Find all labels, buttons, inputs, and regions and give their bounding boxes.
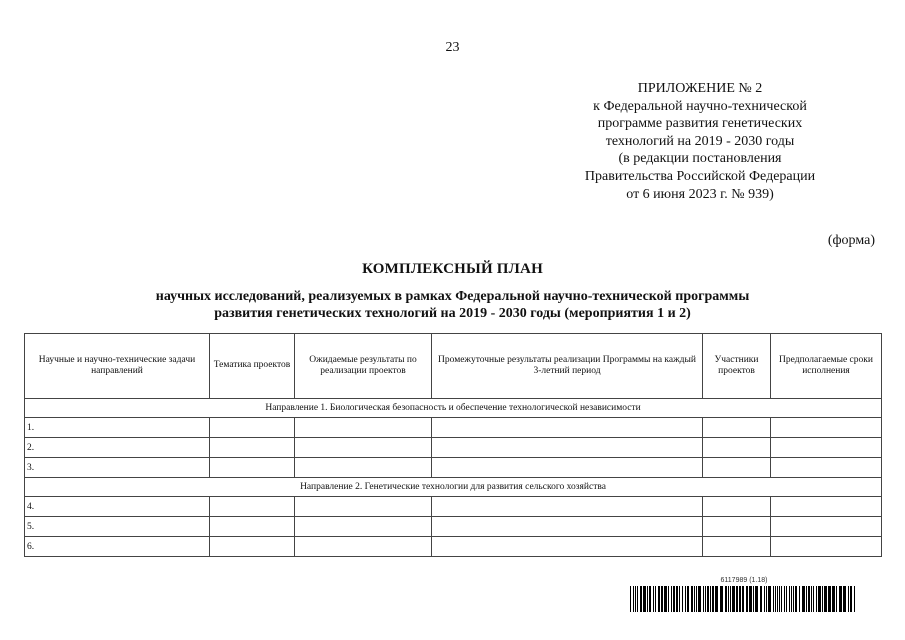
row-number: 1. xyxy=(25,418,210,438)
row-number: 5. xyxy=(25,517,210,537)
row-number: 3. xyxy=(25,458,210,478)
appendix-line: (в редакции постановления xyxy=(618,151,782,167)
table-row xyxy=(25,458,882,478)
table-cell xyxy=(210,517,295,537)
column-header-intermediate-results: Промежуточные результаты реализации Программы на каждый 3-летний период xyxy=(432,334,703,399)
table-header-row xyxy=(25,334,882,399)
section-row xyxy=(25,399,882,418)
table-row xyxy=(25,517,882,537)
barcode-text: 6117989 (1.18) xyxy=(720,577,768,584)
column-header-tasks: Научные и научно-технические задачи направлений xyxy=(25,334,210,399)
column-header-deadlines: Предполагаемые сроки исполнения xyxy=(771,334,882,399)
table-cell xyxy=(432,418,703,438)
table-cell xyxy=(210,438,295,458)
appendix-block xyxy=(555,80,845,203)
appendix-line: от 6 июня 2023 г. № 939) xyxy=(626,186,774,202)
table-cell xyxy=(295,438,432,458)
barcode xyxy=(630,577,858,613)
table-cell xyxy=(210,458,295,478)
appendix-line: технологий на 2019 - 2030 годы xyxy=(605,133,795,149)
subtitle-line: развития генетических технологий на 2019 - 2030 годы (мероприятия 1 и 2) xyxy=(214,306,691,321)
subtitle-line: научных исследований, реализуемых в рамках Федеральной научно-технической программы xyxy=(155,289,750,304)
table-cell xyxy=(703,418,771,438)
appendix-line: ПРИЛОЖЕНИЕ № 2 xyxy=(637,81,763,96)
table-row xyxy=(25,438,882,458)
column-header-topics: Тематика проектов xyxy=(210,334,295,399)
table-cell xyxy=(210,418,295,438)
table-cell xyxy=(771,537,882,557)
table-cell xyxy=(771,438,882,458)
table-cell xyxy=(703,497,771,517)
table-cell xyxy=(295,517,432,537)
table-row xyxy=(25,537,882,557)
section-title: Направление 1. Биологическая безопасность и обеспечение технологической независимости xyxy=(25,399,882,418)
section-row xyxy=(25,478,882,497)
section-title: Направление 2. Генетические технологии для развития сельского хозяйства xyxy=(25,478,882,497)
table-cell xyxy=(771,458,882,478)
table-cell xyxy=(703,438,771,458)
table-cell xyxy=(295,497,432,517)
table-cell xyxy=(771,418,882,438)
table-cell xyxy=(771,517,882,537)
form-label: (форма) xyxy=(827,233,875,248)
appendix-line: Правительства Российской Федерации xyxy=(584,168,816,184)
table-cell xyxy=(432,517,703,537)
document-subtitle xyxy=(0,288,905,322)
plan-table xyxy=(24,333,882,557)
table-cell xyxy=(210,497,295,517)
table-row xyxy=(25,497,882,517)
table-cell xyxy=(210,537,295,557)
column-header-expected-results: Ожидаемые результаты по реализации проектов xyxy=(295,334,432,399)
page-number: 23 xyxy=(445,40,460,55)
appendix-line: программе развития генетических xyxy=(597,116,803,132)
document-title: КОМПЛЕКСНЫЙ ПЛАН xyxy=(362,261,543,277)
appendix-line: к Федеральной научно-технической xyxy=(593,98,807,114)
column-header-participants: Участники проектов xyxy=(703,334,771,399)
table-cell xyxy=(295,537,432,557)
table-cell xyxy=(295,458,432,478)
table-cell xyxy=(703,517,771,537)
row-number: 4. xyxy=(25,497,210,517)
table-cell xyxy=(703,537,771,557)
table-cell xyxy=(432,497,703,517)
table-cell xyxy=(771,497,882,517)
barcode-bars xyxy=(630,586,858,612)
table-cell xyxy=(703,458,771,478)
row-number: 2. xyxy=(25,438,210,458)
table-cell xyxy=(432,537,703,557)
table-cell xyxy=(295,418,432,438)
table-cell xyxy=(432,458,703,478)
table-cell xyxy=(432,438,703,458)
row-number: 6. xyxy=(25,537,210,557)
table-row xyxy=(25,418,882,438)
